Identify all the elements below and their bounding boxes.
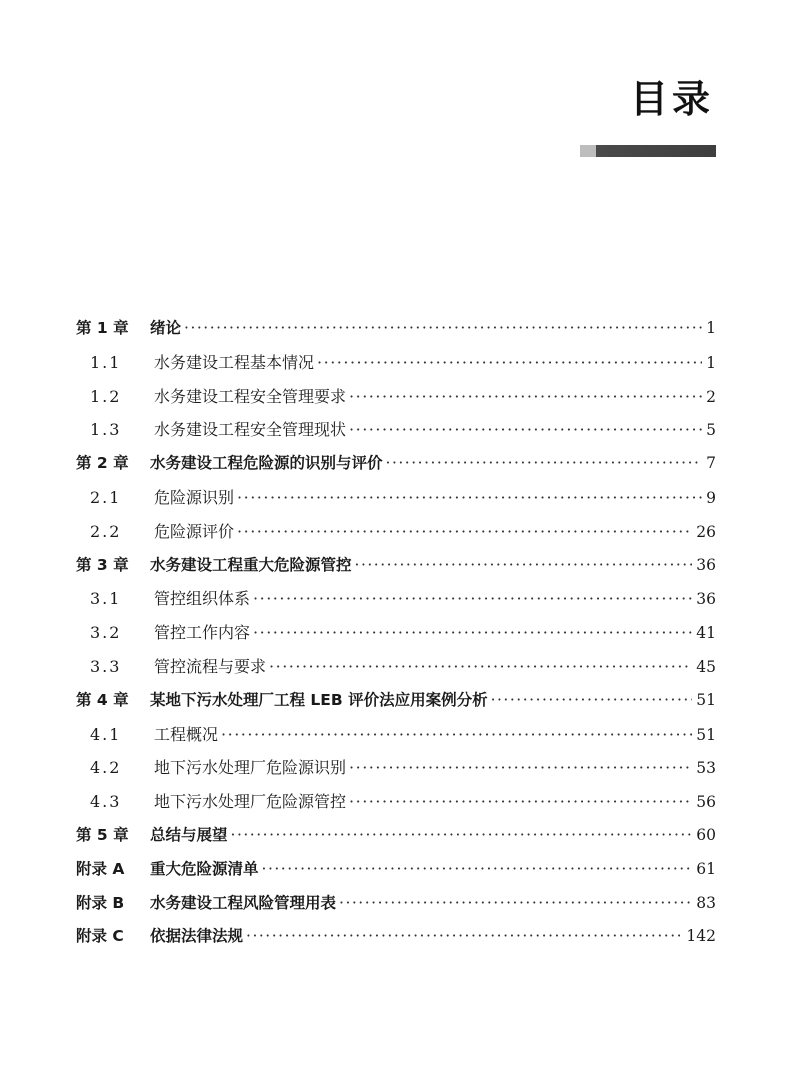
toc-leader-dots: [262, 853, 693, 887]
toc-entry-number: 4.1: [90, 724, 122, 744]
toc-entry-page: 83: [696, 893, 716, 912]
toc-leader-dots: [339, 887, 692, 921]
toc-entry-title: 绪论: [150, 319, 182, 337]
toc-entry-title: 水务建设工程安全管理要求: [154, 386, 347, 406]
toc-leader-dots: [386, 447, 703, 481]
toc-leader-dots: [491, 684, 693, 718]
toc-entry-page: 26: [696, 522, 716, 541]
toc-entry-number: 4.3: [90, 792, 122, 812]
toc-entry-number: 3.3: [90, 656, 122, 676]
toc-entry-page: 51: [696, 725, 716, 744]
toc-leader-dots: [349, 751, 692, 785]
toc-leader-dots: [355, 549, 693, 583]
toc-entry-page: 60: [696, 825, 716, 844]
toc-entry-page: 9: [706, 488, 716, 507]
toc-leader-dots: [231, 819, 693, 853]
toc-leader-dots: [237, 481, 702, 515]
toc-entry-section-1-2[interactable]: [76, 380, 716, 414]
toc-entry-title: 水务建设工程风险管理用表: [150, 893, 337, 912]
toc-entry-title: 总结与展望: [150, 825, 228, 844]
table-of-contents: [76, 312, 716, 954]
toc-entry-page: 53: [696, 759, 716, 778]
toc-entry-page: 61: [696, 859, 716, 878]
toc-entry-section-3-2[interactable]: [76, 616, 716, 650]
toc-entry-number: 2.1: [90, 487, 122, 507]
toc-entry-chapter-4[interactable]: [76, 684, 716, 718]
toc-entry-page: 36: [696, 555, 716, 574]
toc-leader-dots: [349, 413, 702, 447]
toc-entry-section-4-3[interactable]: [76, 785, 716, 819]
toc-leader-dots: [349, 785, 692, 819]
toc-entry-number: 3.2: [90, 623, 122, 643]
toc-entry-page: 56: [696, 793, 716, 812]
toc-entry-chapter-2[interactable]: [76, 447, 716, 481]
toc-entry-title: 水务建设工程危险源的识别与评价: [150, 454, 383, 473]
toc-entry-number: 附录 A: [76, 859, 125, 878]
toc-entry-chapter-5[interactable]: [76, 819, 716, 853]
toc-entry-section-4-1[interactable]: [76, 718, 716, 752]
toc-leader-dots: [237, 515, 692, 549]
toc-entry-title: 依据法律法规: [150, 927, 244, 946]
toc-entry-section-1-3[interactable]: [76, 413, 716, 447]
toc-entry-title: 工程概况: [154, 724, 219, 744]
toc-entry-title: 地下污水处理厂危险源识别: [154, 758, 347, 778]
toc-entry-chapter-3[interactable]: [76, 549, 716, 583]
toc-leader-dots: [253, 616, 692, 650]
toc-entry-appendix-c[interactable]: [76, 920, 716, 954]
toc-entry-title: 某地下污水处理厂工程 LEB 评价法应用案例分析: [150, 690, 488, 709]
toc-entry-number: 第 2 章: [76, 454, 129, 473]
toc-entry-section-3-1[interactable]: [76, 582, 716, 616]
toc-entry-page: 142: [686, 927, 716, 946]
toc-entry-section-3-3[interactable]: [76, 650, 716, 684]
toc-entry-section-4-2[interactable]: [76, 751, 716, 785]
toc-entry-title: 管控组织体系: [154, 589, 251, 609]
toc-entry-section-2-1[interactable]: [76, 481, 716, 515]
toc-entry-section-2-2[interactable]: [76, 515, 716, 549]
toc-entry-title: 管控流程与要求: [154, 656, 267, 676]
toc-entry-appendix-a[interactable]: [76, 853, 716, 887]
toc-entry-title: 水务建设工程基本情况: [154, 352, 315, 372]
toc-entry-number: 第 5 章: [76, 825, 129, 844]
toc-leader-dots: [246, 920, 682, 954]
toc-entry-number: 4.2: [90, 758, 122, 778]
toc-entry-page: 7: [706, 454, 716, 473]
toc-leader-dots: [221, 718, 692, 752]
toc-entry-title: 水务建设工程重大危险源管控: [150, 555, 352, 574]
toc-entry-number: 第 1 章: [76, 319, 129, 337]
toc-entry-number: 2.2: [90, 521, 122, 541]
toc-entry-chapter-1[interactable]: [76, 312, 716, 346]
toc-entry-page: 45: [696, 657, 716, 676]
toc-entry-title: 重大危险源清单: [150, 859, 259, 878]
toc-entry-number: 1.2: [90, 386, 122, 406]
toc-entry-page: 1: [706, 319, 716, 337]
toc-entry-number: 附录 C: [76, 927, 124, 946]
toc-entry-page: 1: [706, 353, 716, 372]
toc-entry-number: 第 3 章: [76, 555, 129, 574]
toc-leader-dots: [184, 312, 702, 346]
toc-leader-dots: [253, 582, 692, 616]
toc-entry-title: 危险源识别: [154, 487, 235, 507]
toc-entry-page: 41: [696, 624, 716, 643]
toc-entry-title: 管控工作内容: [154, 623, 251, 643]
toc-entry-number: 3.1: [90, 589, 122, 609]
toc-leader-dots: [269, 650, 692, 684]
toc-leader-dots: [349, 380, 702, 414]
toc-entry-section-1-1[interactable]: [76, 346, 716, 380]
toc-entry-page: 5: [706, 421, 716, 440]
toc-entry-appendix-b[interactable]: [76, 887, 716, 921]
toc-entry-title: 水务建设工程安全管理现状: [154, 420, 347, 440]
toc-entry-number: 第 4 章: [76, 690, 129, 709]
toc-entry-page: 36: [696, 590, 716, 609]
title-underline-bar: [580, 145, 716, 157]
toc-entry-number: 1.1: [90, 352, 122, 372]
toc-leader-dots: [317, 346, 702, 380]
page-title: 目录: [629, 77, 714, 121]
toc-entry-title: 地下污水处理厂危险源管控: [154, 792, 347, 812]
toc-entry-title: 危险源评价: [154, 521, 235, 541]
toc-entry-page: 2: [706, 387, 716, 406]
toc-entry-number: 附录 B: [76, 893, 125, 912]
toc-entry-page: 51: [696, 690, 716, 709]
toc-entry-number: 1.3: [90, 420, 122, 440]
